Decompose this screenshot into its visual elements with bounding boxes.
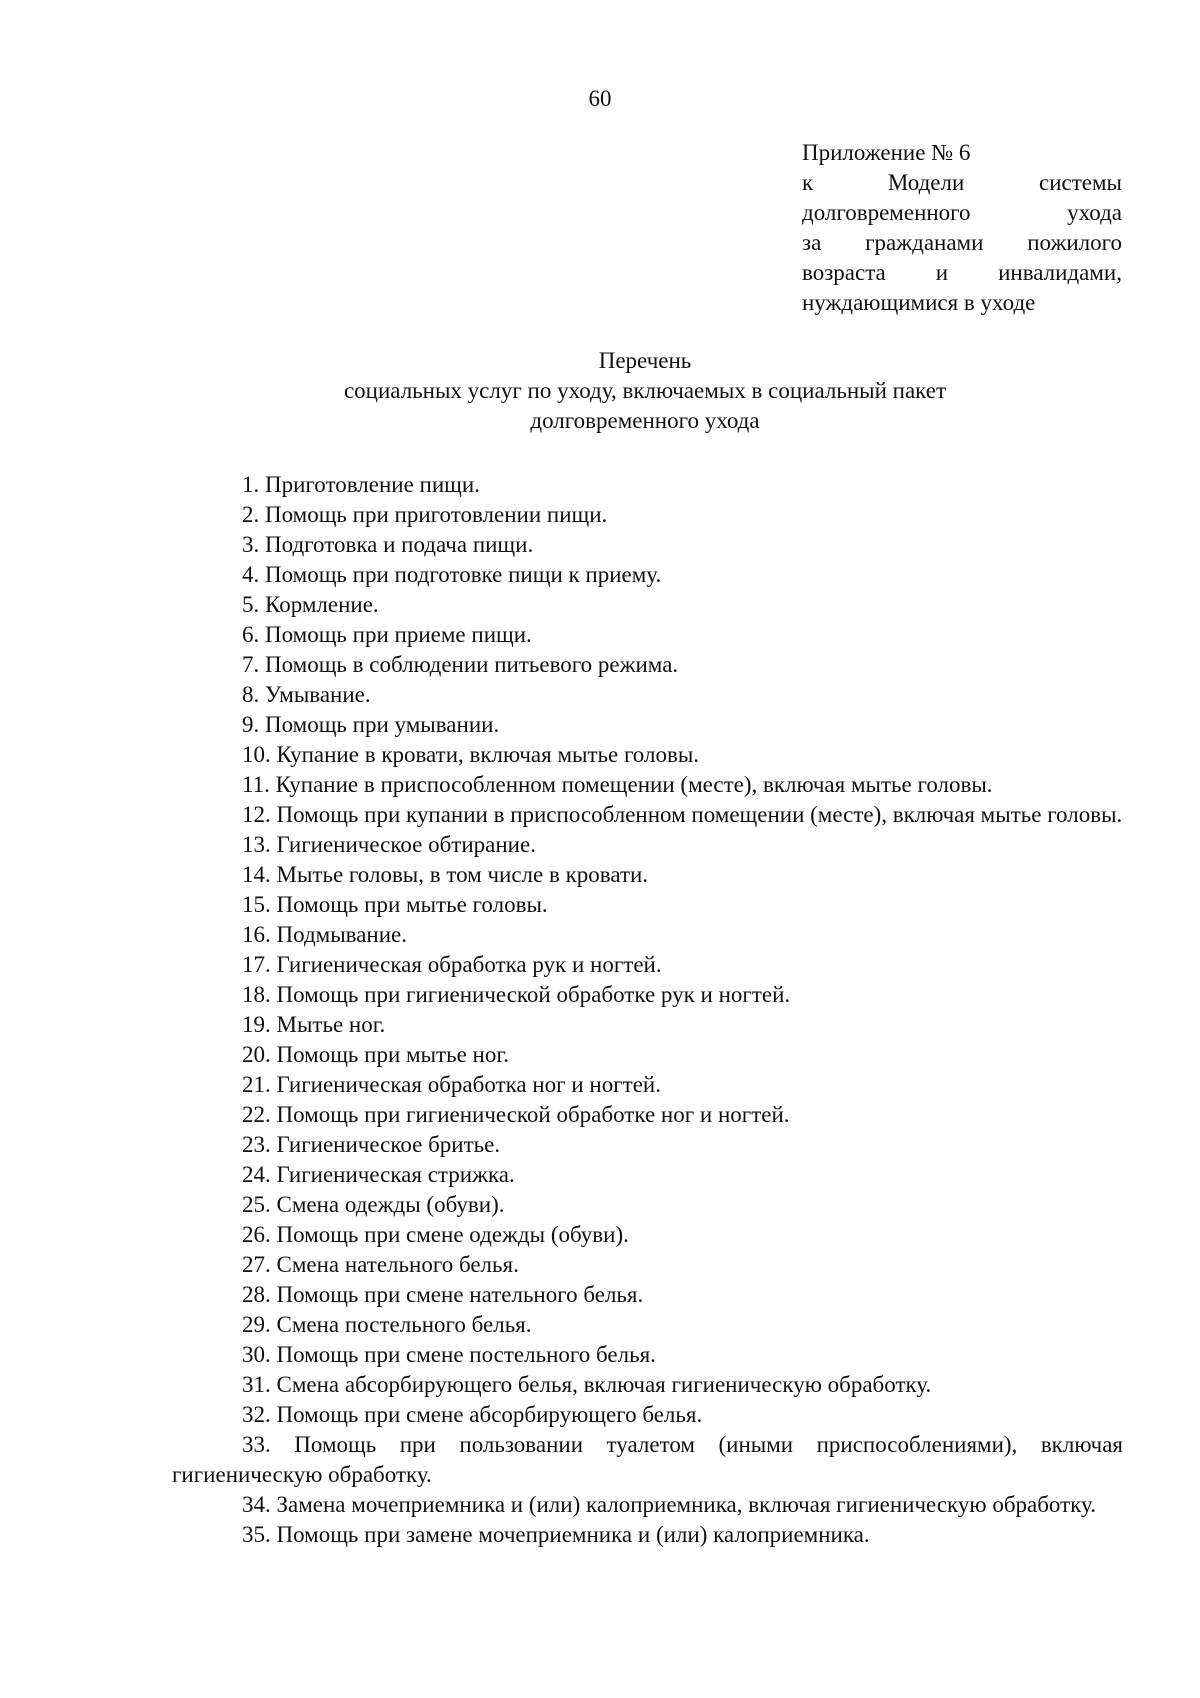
list-item: 32. Помощь при смене абсорбирующего белья. (242, 1402, 703, 1427)
list-item: 5. Кормление. (242, 592, 379, 617)
appendix-word: инвалидами, (998, 260, 1122, 285)
services-list (172, 470, 1123, 1550)
list-item: 21. Гигиеническая обработка ног и ногтей. (242, 1072, 661, 1097)
list-item: 9. Помощь при умывании. (242, 712, 500, 737)
appendix-word: к (802, 170, 814, 195)
list-item: 6. Помощь при приеме пищи. (242, 622, 532, 647)
list-item: 34. Замена мочеприемника и (или) калоприемника, включая гигиеническую обработку. (242, 1492, 1096, 1517)
list-item: 23. Гигиеническое бритье. (242, 1132, 501, 1157)
list-item: 30. Помощь при смене постельного белья. (242, 1342, 656, 1367)
appendix-word: долговременного (802, 200, 971, 225)
appendix-line-2 (802, 168, 1122, 198)
list-item: 14. Мытье головы, в том числе в кровати. (242, 862, 649, 887)
appendix-word: Модели (887, 170, 965, 195)
document-title (0, 346, 1200, 436)
list-item: 20. Помощь при мытье ног. (242, 1042, 509, 1067)
appendix-word: пожилого (1027, 230, 1122, 255)
title-line-1: Перечень (598, 348, 692, 373)
appendix-word: и (935, 260, 949, 285)
title-line-2: социальных услуг по уходу, включаемых в социальный пакет (343, 378, 947, 403)
list-item: 25. Смена одежды (обуви). (242, 1192, 505, 1217)
list-item: 19. Мытье ног. (242, 1012, 386, 1037)
list-item: 2. Помощь при приготовлении пищи. (242, 502, 608, 527)
appendix-word: ухода (1067, 200, 1122, 225)
list-item: 28. Помощь при смене нательного белья. (242, 1282, 644, 1307)
list-item: 12. Помощь при купании в приспособленном помещении (месте), включая мытье головы. (242, 802, 1123, 827)
list-item: 1. Приготовление пищи. (242, 472, 480, 497)
list-item: 13. Гигиеническое обтирание. (242, 832, 536, 857)
list-item: 3. Подготовка и подача пищи. (242, 532, 534, 557)
list-item: 17. Гигиеническая обработка рук и ногтей. (242, 952, 662, 977)
list-item: 11. Купание в приспособленном помещении (месте), включая мытье головы. (242, 772, 993, 797)
appendix-word: за (802, 230, 822, 255)
appendix-line-4 (802, 228, 1122, 258)
appendix-word: системы (1038, 170, 1122, 195)
title-line-3: долговременного ухода (530, 408, 760, 433)
appendix-header (802, 138, 1122, 318)
list-item: 26. Помощь при смене одежды (обуви). (242, 1222, 629, 1247)
list-item: 15. Помощь при мытье головы. (242, 892, 548, 917)
list-item: 10. Купание в кровати, включая мытье головы. (242, 742, 700, 767)
list-item: 29. Смена постельного белья. (242, 1312, 532, 1337)
appendix-word: возраста (802, 260, 886, 285)
list-item: 22. Помощь при гигиенической обработке ног и ногтей. (242, 1102, 790, 1127)
list-item: 18. Помощь при гигиенической обработке рук и ногтей. (242, 982, 791, 1007)
appendix-word: гражданами (865, 230, 984, 255)
list-item: 4. Помощь при подготовке пищи к приему. (242, 562, 662, 587)
list-item: 27. Смена нательного белья. (242, 1252, 519, 1277)
appendix-line-6: нуждающимися в уходе (802, 290, 1036, 315)
list-item: 31. Смена абсорбирующего белья, включая гигиеническую обработку. (242, 1372, 932, 1397)
list-item: 8. Умывание. (242, 682, 371, 707)
list-item: 16. Подмывание. (242, 922, 407, 947)
list-item: 33. Помощь при пользовании туалетом (иными приспособлениями), включая гигиеническую обработку. (172, 1432, 1123, 1487)
page-number: 60 (588, 86, 612, 111)
appendix-line-5 (802, 258, 1122, 288)
list-item: 24. Гигиеническая стрижка. (242, 1162, 515, 1187)
appendix-line-1: Приложение № 6 (802, 140, 971, 165)
list-item: 35. Помощь при замене мочеприемника и (или) калоприемника. (242, 1522, 870, 1547)
appendix-line-3 (802, 198, 1122, 228)
list-item: 7. Помощь в соблюдении питьевого режима. (242, 652, 679, 677)
